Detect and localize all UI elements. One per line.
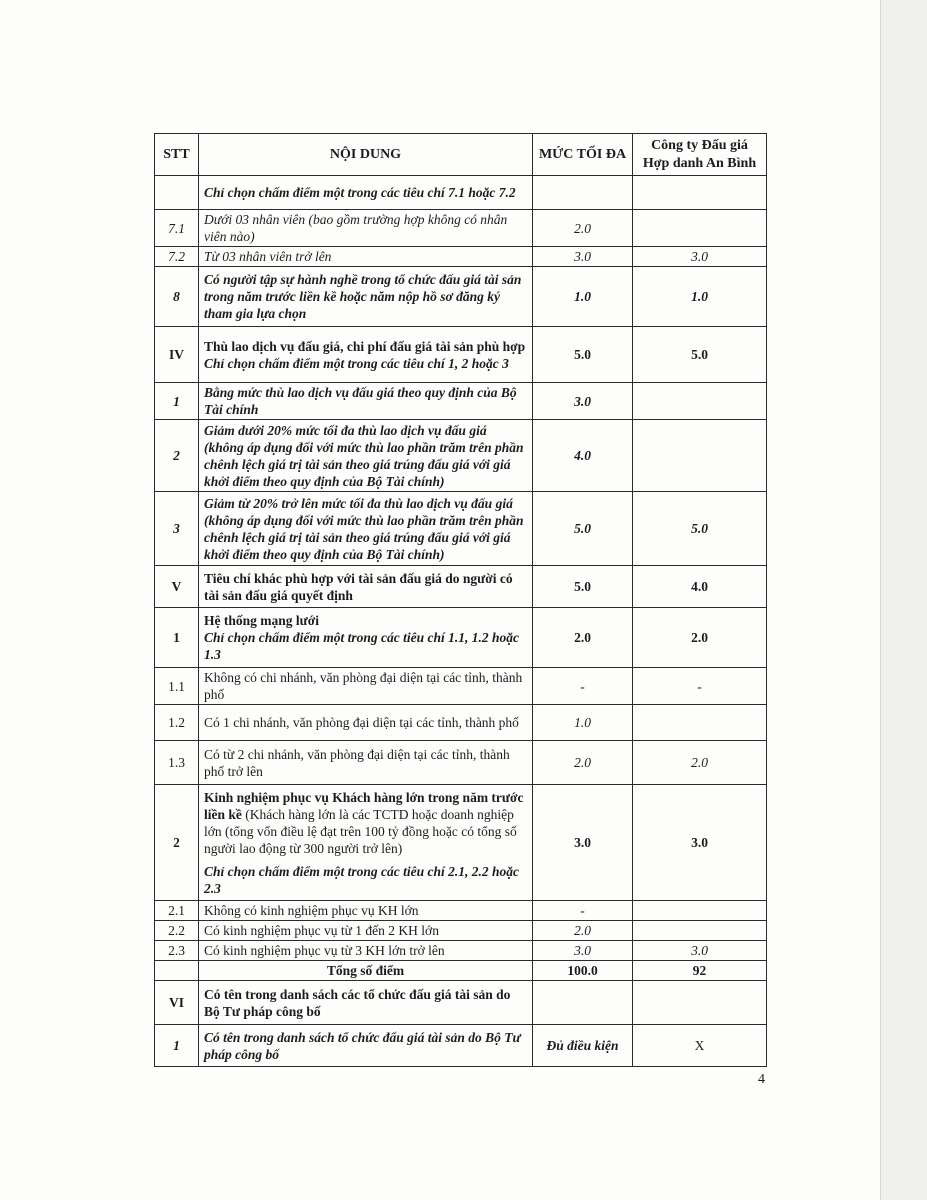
- cell-stt: 3: [155, 492, 199, 566]
- cell-score: [633, 383, 767, 420]
- table-row: [155, 785, 767, 901]
- cell-score: 3.0: [633, 247, 767, 267]
- cell-max: 2.0: [533, 741, 633, 785]
- cell-content: Có tên trong danh sách tổ chức đấu giá tài sản do Bộ Tư pháp công bố: [199, 1025, 533, 1067]
- cell-score: 1.0: [633, 267, 767, 327]
- cell-stt: VI: [155, 981, 199, 1025]
- total-label: Tổng số điểm: [199, 961, 533, 981]
- table-row: [155, 176, 767, 210]
- cell-score: [633, 176, 767, 210]
- cell-content: Chỉ chọn chấm điểm một trong các tiêu chí 7.1 hoặc 7.2: [199, 176, 533, 210]
- cell-content: Có người tập sự hành nghề trong tổ chức đấu giá tài sản trong năm trước liền kề hoặc năm nộp hồ sơ đăng ký tham gia lựa chọn: [199, 267, 533, 327]
- table-row: [155, 901, 767, 921]
- cell-score: 2.0: [633, 608, 767, 668]
- cell-stt: 1.3: [155, 741, 199, 785]
- cell-content: Không có kinh nghiệm phục vụ KH lớn: [199, 901, 533, 921]
- cell-stt: 2: [155, 785, 199, 901]
- cell-score: [633, 981, 767, 1025]
- cell-max: 5.0: [533, 566, 633, 608]
- cell-max: 3.0: [533, 383, 633, 420]
- page-number: 4: [758, 1072, 765, 1087]
- cell-max: [533, 176, 633, 210]
- table-row: [155, 566, 767, 608]
- cell-content: Từ 03 nhân viên trở lên: [199, 247, 533, 267]
- cell-max: 2.0: [533, 210, 633, 247]
- cell-max: Đủ điều kiện: [533, 1025, 633, 1067]
- cell-content: Giảm dưới 20% mức tối đa thù lao dịch vụ đấu giá (không áp dụng đối với mức thù lao phần trăm trên phần chênh lệch giá trị tài sản theo giá trúng đấu giá với giá khởi điểm theo quy định của Bộ Tài chính): [199, 420, 533, 492]
- table-header-row: [155, 134, 767, 176]
- table-row: [155, 668, 767, 705]
- section-note: Chỉ chọn chấm điểm một trong các tiêu chí 2.1, 2.2 hoặc 2.3: [204, 863, 520, 896]
- table-row: [155, 705, 767, 741]
- table-row: [155, 383, 767, 420]
- cell-max: 1.0: [533, 705, 633, 741]
- cell-max: 5.0: [533, 327, 633, 383]
- section-title: Hệ thống mạng lưới: [204, 613, 319, 628]
- cell-stt: 8: [155, 267, 199, 327]
- cell-content: [199, 608, 533, 668]
- cell-stt: 2.1: [155, 901, 199, 921]
- header-max: MỨC TỐI ĐA: [533, 134, 633, 176]
- cell-stt: 1.1: [155, 668, 199, 705]
- cell-max: 1.0: [533, 267, 633, 327]
- cell-score: [633, 420, 767, 492]
- header-content: NỘI DUNG: [199, 134, 533, 176]
- cell-content: Có kinh nghiệm phục vụ từ 1 đến 2 KH lớn: [199, 921, 533, 941]
- cell-content: Bằng mức thù lao dịch vụ đấu giá theo quy định của Bộ Tài chính: [199, 383, 533, 420]
- cell-stt: 2: [155, 420, 199, 492]
- section-note: Chỉ chọn chấm điểm một trong các tiêu chí 1.1, 1.2 hoặc 1.3: [204, 630, 520, 662]
- cell-stt: IV: [155, 327, 199, 383]
- cell-score: 5.0: [633, 492, 767, 566]
- cell-content: Không có chi nhánh, văn phòng đại diện tại các tỉnh, thành phố: [199, 668, 533, 705]
- cell-stt: 7.1: [155, 210, 199, 247]
- table-row: [155, 267, 767, 327]
- cell-content: Giảm từ 20% trở lên mức tối đa thù lao dịch vụ đấu giá (không áp dụng đối với mức thù lao phần trăm trên phần chênh lệch giá trị tài sản theo giá trúng đấu giá với giá khởi điểm theo quy định của Bộ Tài chính): [199, 492, 533, 566]
- cell-stt: 1: [155, 383, 199, 420]
- cell-max: 5.0: [533, 492, 633, 566]
- table-row: [155, 981, 767, 1025]
- table-row: [155, 921, 767, 941]
- cell-stt: 1: [155, 1025, 199, 1067]
- cell-score: 3.0: [633, 941, 767, 961]
- cell-stt: 7.2: [155, 247, 199, 267]
- cell-content: Có kinh nghiệm phục vụ từ 3 KH lớn trở lên: [199, 941, 533, 961]
- cell-content: Có 1 chi nhánh, văn phòng đại diện tại các tỉnh, thành phố: [199, 705, 533, 741]
- header-company: Công ty Đấu giá Hợp danh An Bình: [633, 134, 767, 176]
- cell-content: Tiêu chí khác phù hợp với tài sản đấu giá do người có tài sản đấu giá quyết định: [199, 566, 533, 608]
- cell-score: 2.0: [633, 741, 767, 785]
- table-row: [155, 741, 767, 785]
- cell-score: 3.0: [633, 785, 767, 901]
- table-row: [155, 608, 767, 668]
- cell-max: [533, 981, 633, 1025]
- cell-stt: 1.2: [155, 705, 199, 741]
- cell-content: [199, 785, 533, 901]
- table-row: [155, 327, 767, 383]
- cell-stt: V: [155, 566, 199, 608]
- cell-content: [199, 327, 533, 383]
- section-title: Kinh nghiệm phục vụ Khách hàng lớn trong năm trước liền kề: [204, 789, 524, 822]
- section-title: Thù lao dịch vụ đấu giá, chi phí đấu giá tài sản phù hợp: [204, 338, 526, 354]
- cell-stt: 1: [155, 608, 199, 668]
- table-row: [155, 247, 767, 267]
- table-row: [155, 941, 767, 961]
- cell-max: 3.0: [533, 247, 633, 267]
- cell-max: 2.0: [533, 921, 633, 941]
- cell-content: Dưới 03 nhân viên (bao gồm trường hợp không có nhân viên nào): [199, 210, 533, 247]
- cell-max: 3.0: [533, 785, 633, 901]
- cell-stt: [155, 176, 199, 210]
- cell-score: [633, 705, 767, 741]
- total-row: [155, 961, 767, 981]
- cell-max: 3.0: [533, 941, 633, 961]
- cell-score: [633, 210, 767, 247]
- cell-max: 4.0: [533, 420, 633, 492]
- table-row: [155, 210, 767, 247]
- section-note: Chỉ chọn chấm điểm một trong các tiêu chí 1, 2 hoặc 3: [204, 355, 509, 371]
- cell-score: [633, 901, 767, 921]
- total-score: 92: [633, 961, 767, 981]
- table-row: [155, 492, 767, 566]
- scoring-table: [154, 133, 767, 1067]
- cell-max: 2.0: [533, 608, 633, 668]
- cell-score: X: [633, 1025, 767, 1067]
- table-row: [155, 420, 767, 492]
- cell-stt: [155, 961, 199, 981]
- cell-stt: 2.2: [155, 921, 199, 941]
- scan-edge: [880, 0, 927, 1200]
- cell-score: -: [633, 668, 767, 705]
- table-row: [155, 1025, 767, 1067]
- cell-score: [633, 921, 767, 941]
- section-detail: (Khách hàng lớn là các TCTD hoặc doanh nghiệp lớn (tổng vốn điều lệ đạt trên 100 tỷ đồng hoặc có tổng số người lao động từ 300 người trở lên): [204, 806, 517, 856]
- cell-max: -: [533, 668, 633, 705]
- cell-max: -: [533, 901, 633, 921]
- total-max: 100.0: [533, 961, 633, 981]
- cell-content: Có từ 2 chi nhánh, văn phòng đại diện tại các tỉnh, thành phố trở lên: [199, 741, 533, 785]
- cell-stt: 2.3: [155, 941, 199, 961]
- header-stt: STT: [155, 134, 199, 176]
- cell-score: 5.0: [633, 327, 767, 383]
- cell-score: 4.0: [633, 566, 767, 608]
- cell-content: Có tên trong danh sách các tổ chức đấu giá tài sản do Bộ Tư pháp công bố: [199, 981, 533, 1025]
